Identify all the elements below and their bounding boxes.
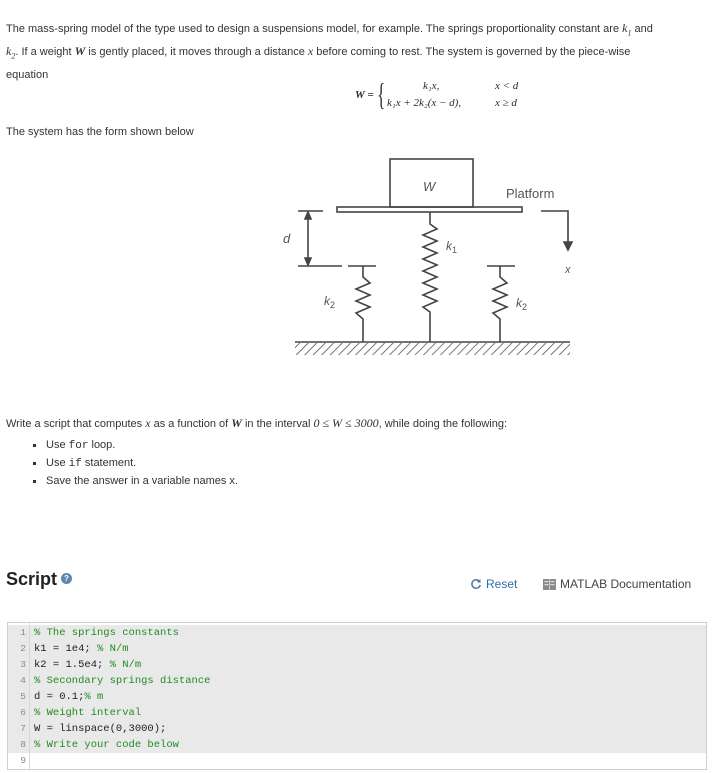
code-line[interactable]: 1 % The springs constants bbox=[8, 625, 706, 641]
d-label: d bbox=[283, 231, 291, 246]
code-editor[interactable] bbox=[7, 622, 707, 770]
weight-label: W bbox=[423, 179, 436, 194]
intro-text-4: before coming to rest. The system is governed by the piece-wise bbox=[313, 46, 631, 59]
ground-hatch bbox=[295, 343, 570, 355]
task-text-2: as a function of bbox=[150, 418, 232, 430]
help-icon[interactable]: ? bbox=[61, 573, 72, 584]
platform bbox=[337, 207, 522, 212]
code-line[interactable]: 4 % Secondary springs distance bbox=[8, 673, 706, 689]
requirement-item: Use for loop. bbox=[30, 437, 238, 455]
mass-spring-diagram bbox=[280, 150, 580, 360]
equation-brace: { bbox=[377, 76, 386, 112]
equation-cond2: x ≥ d bbox=[495, 97, 517, 109]
reset-icon bbox=[470, 578, 482, 590]
code-line[interactable]: 6 % Weight interval bbox=[8, 705, 706, 721]
and-text: and bbox=[631, 23, 653, 35]
doc-label: MATLAB Documentation bbox=[560, 577, 692, 591]
matlab-documentation-button[interactable] bbox=[543, 577, 691, 591]
documentation-icon bbox=[543, 579, 556, 590]
intro-text: The mass-spring model of the type used to design a suspensions model, for example. The springs proportionality constant are bbox=[6, 23, 623, 35]
task-W: W bbox=[231, 416, 242, 430]
equation-lhs: W = bbox=[355, 89, 374, 101]
equation-row1: k₁x, bbox=[423, 80, 440, 92]
reset-button[interactable] bbox=[470, 577, 517, 591]
platform-label: Platform bbox=[506, 186, 555, 201]
task-text-1: Write a script that computes bbox=[6, 418, 146, 430]
problem-intro bbox=[6, 19, 706, 85]
task-text-3: in the interval bbox=[241, 418, 314, 430]
code-line-editable[interactable]: 9 bbox=[20, 755, 26, 766]
code-line[interactable]: 5 d = 0.1;% m bbox=[8, 689, 706, 705]
equation-row2: k₁x + 2k₂(x − d), bbox=[387, 97, 462, 109]
x-symbol: x bbox=[307, 44, 314, 59]
equation-cond1: x < d bbox=[495, 80, 519, 92]
requirement-item: Use if statement. bbox=[30, 455, 238, 473]
k2-right-label: $k_2$ bbox=[516, 296, 528, 312]
requirements-list bbox=[30, 437, 238, 490]
gutter-divider bbox=[29, 623, 30, 769]
script-title: Script bbox=[6, 569, 58, 589]
x-label: x bbox=[565, 264, 571, 276]
reset-label: Reset bbox=[486, 577, 518, 591]
intro-text-5: equation bbox=[6, 68, 49, 81]
k2-left-label: $k_2$ bbox=[324, 294, 336, 310]
code-line[interactable]: 8 % Write your code below bbox=[8, 737, 706, 753]
intro-text-3: is gently placed, it moves through a distance bbox=[85, 46, 308, 59]
code-line[interactable]: 2 k1 = 1e4; % N/m bbox=[8, 641, 706, 657]
piecewise-equation bbox=[355, 78, 545, 114]
k1-symbol: $k_1$ bbox=[622, 21, 632, 38]
code-line[interactable]: 3 k2 = 1.5e4; % N/m bbox=[8, 657, 706, 673]
intro-text-2: . If a weight bbox=[15, 46, 75, 59]
system-form-text: The system has the form shown below bbox=[6, 126, 194, 138]
code-line[interactable]: 7 W = linspace(0,3000); bbox=[8, 721, 706, 737]
k2-symbol: $k_2$ bbox=[6, 44, 16, 61]
task-text-4: , while doing the following: bbox=[378, 418, 508, 430]
task-x: x bbox=[145, 416, 151, 430]
k1-label: $k_1$ bbox=[446, 239, 458, 255]
task-interval: 0 ≤ W ≤ 3000 bbox=[313, 416, 379, 430]
W-symbol: W bbox=[74, 44, 86, 59]
task-text bbox=[6, 414, 706, 434]
requirement-item: Save the answer in a variable names x. bbox=[30, 473, 238, 490]
